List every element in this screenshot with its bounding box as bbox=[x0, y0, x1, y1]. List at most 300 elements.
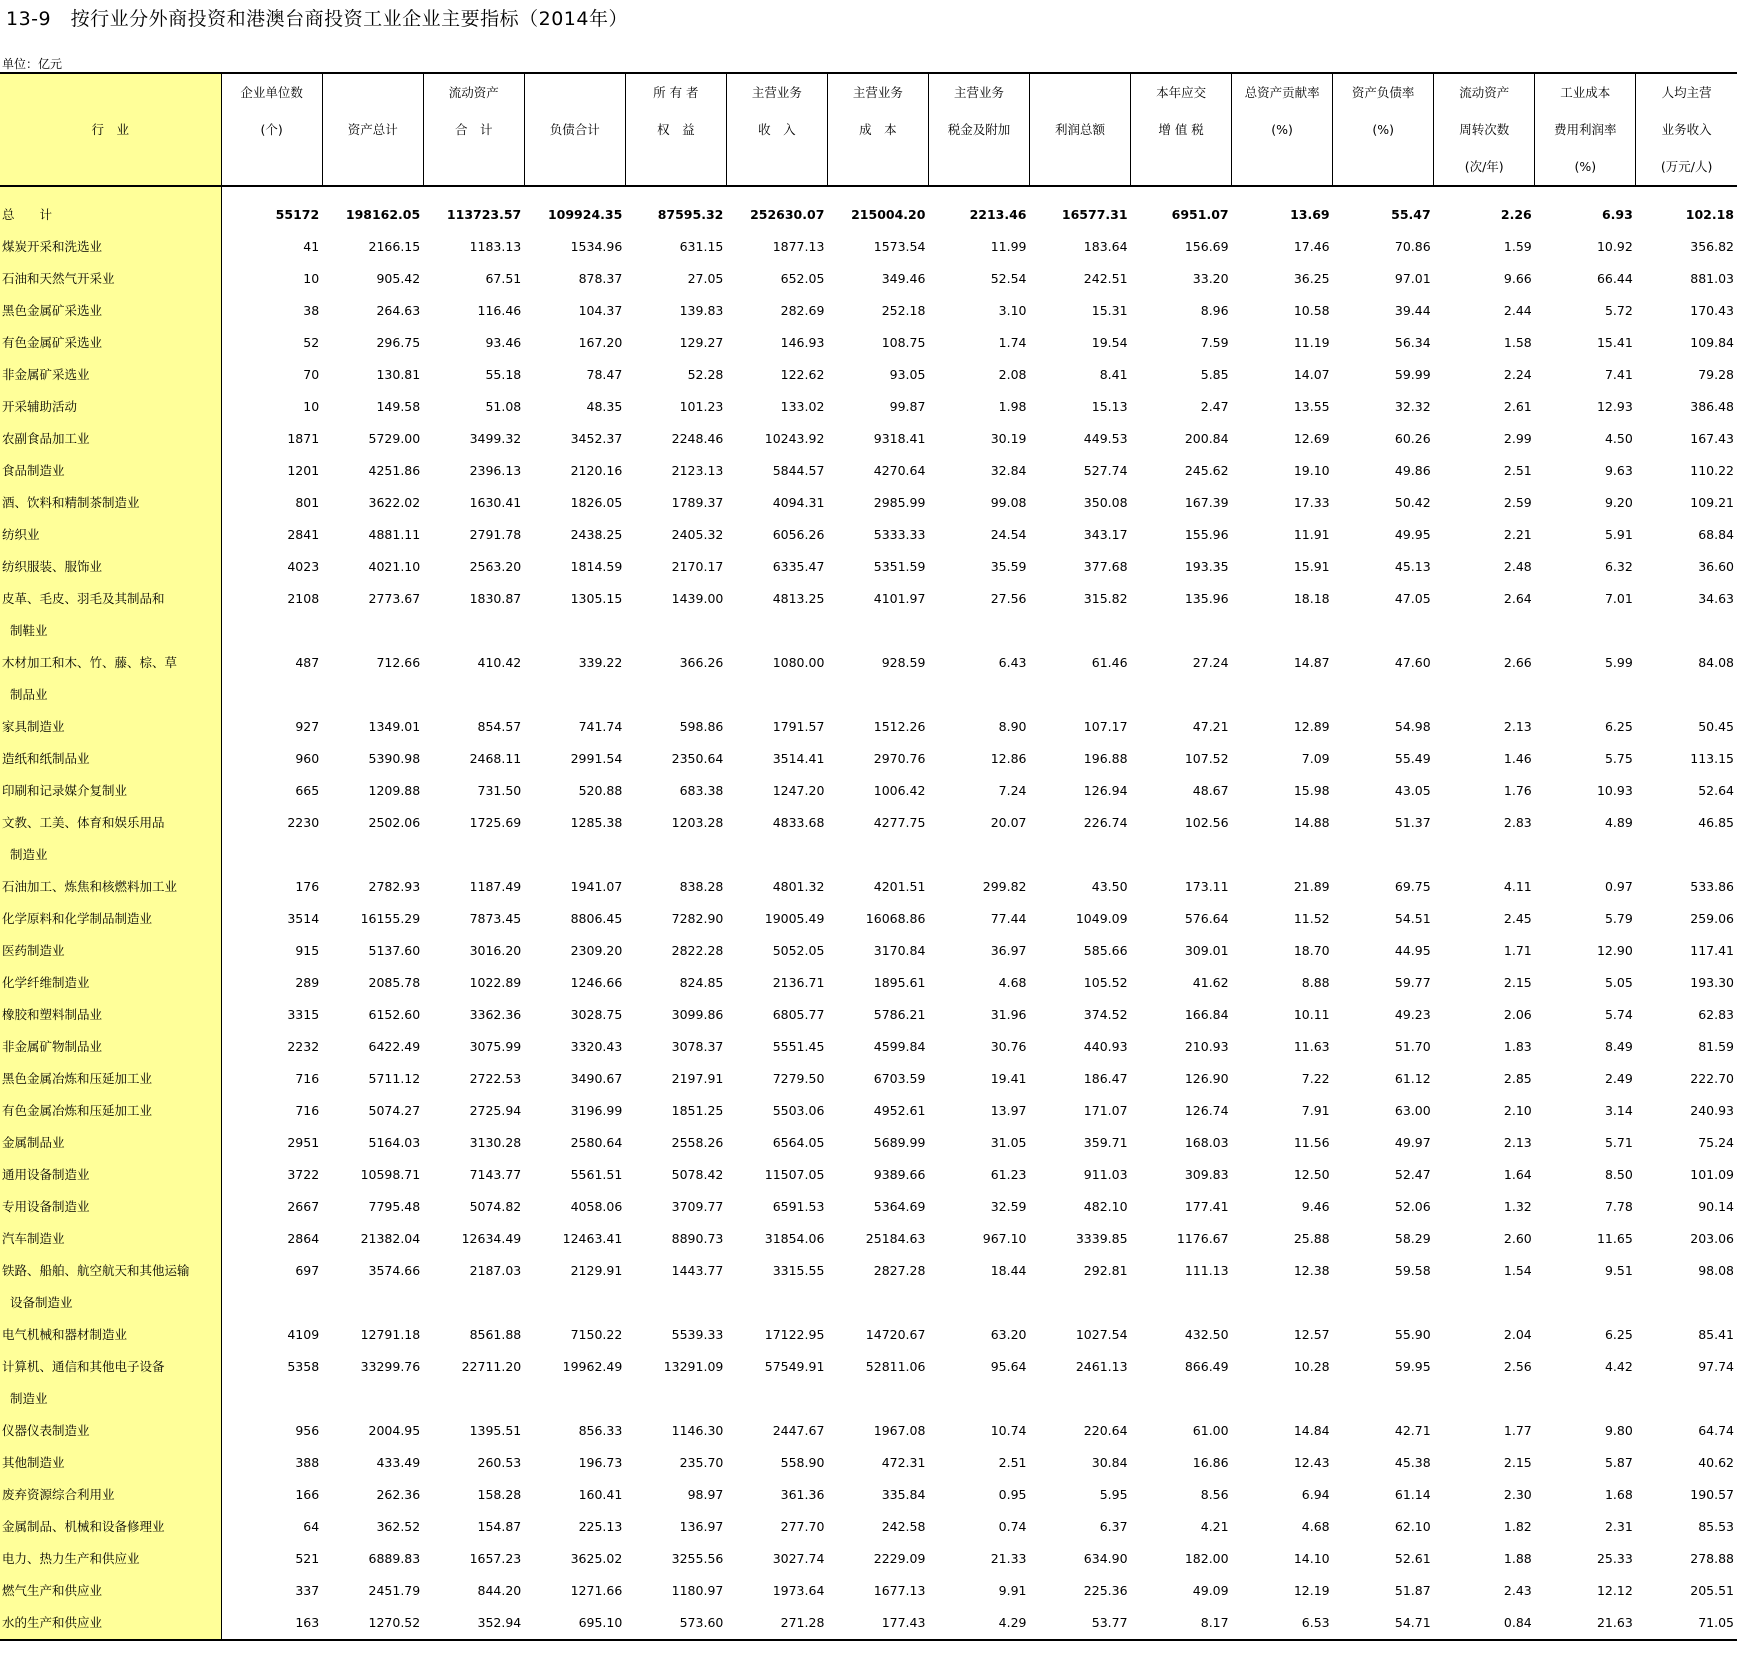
header-cell: 本年应交 bbox=[1131, 73, 1232, 111]
value-cell: 36.97 bbox=[990, 943, 1027, 958]
value-cell: 11.63 bbox=[1293, 1039, 1330, 1054]
value-cell: 264.63 bbox=[376, 303, 421, 318]
header-row bbox=[0, 148, 1737, 186]
value-cell: 634.90 bbox=[1083, 1551, 1128, 1566]
value-cell: 1791.57 bbox=[772, 719, 825, 734]
value-cell bbox=[827, 839, 928, 871]
value-cell: 5390.98 bbox=[368, 751, 421, 766]
value-cell: 51.37 bbox=[1394, 815, 1431, 830]
value-cell: 1.77 bbox=[1503, 1423, 1532, 1438]
value-cell: 50.45 bbox=[1698, 719, 1734, 734]
value-cell: 8.96 bbox=[1200, 303, 1229, 318]
value-cell: 652.05 bbox=[780, 271, 825, 286]
value-cell: 1180.97 bbox=[671, 1583, 724, 1598]
row-label: 石油加工、炼焦和核燃料加工业 bbox=[0, 871, 221, 903]
value-cell: 13.97 bbox=[990, 1103, 1027, 1118]
value-cell bbox=[827, 1287, 928, 1319]
value-cell: 2.51 bbox=[1503, 463, 1532, 478]
value-cell: 3499.32 bbox=[469, 431, 522, 446]
header-cell bbox=[1232, 148, 1333, 186]
value-cell: 0.74 bbox=[998, 1519, 1027, 1534]
value-cell: 167.39 bbox=[1184, 495, 1229, 510]
value-cell: 3196.99 bbox=[570, 1103, 623, 1118]
value-cell bbox=[827, 1383, 928, 1415]
value-cell bbox=[625, 839, 726, 871]
header-cell bbox=[726, 148, 827, 186]
value-cell: 12.43 bbox=[1293, 1455, 1330, 1470]
value-cell: 0.95 bbox=[998, 1487, 1027, 1502]
value-cell: 1146.30 bbox=[671, 1423, 724, 1438]
value-cell: 42.71 bbox=[1394, 1423, 1431, 1438]
value-cell: 186.47 bbox=[1083, 1071, 1128, 1086]
value-cell: 10 bbox=[221, 391, 322, 423]
value-cell: 2.45 bbox=[1503, 911, 1532, 926]
value-cell: 225.13 bbox=[578, 1519, 623, 1534]
value-cell: 14720.67 bbox=[865, 1327, 926, 1342]
row-label: 制鞋业 bbox=[0, 615, 221, 647]
value-cell: 31.96 bbox=[990, 1007, 1027, 1022]
value-cell: 52 bbox=[221, 327, 322, 359]
value-cell: 1941.07 bbox=[570, 879, 623, 894]
value-cell: 7.09 bbox=[1301, 751, 1330, 766]
value-cell: 5074.27 bbox=[368, 1103, 421, 1118]
value-cell bbox=[827, 615, 928, 647]
value-cell bbox=[322, 1383, 423, 1415]
row-label: 制造业 bbox=[0, 1383, 221, 1415]
value-cell: 205.51 bbox=[1690, 1583, 1734, 1598]
value-cell: 25.88 bbox=[1293, 1231, 1330, 1246]
value-cell: 7.59 bbox=[1200, 335, 1229, 350]
value-cell: 1877.13 bbox=[772, 239, 825, 254]
header-industry: 行 业 bbox=[0, 73, 221, 186]
value-cell: 6889.83 bbox=[368, 1551, 421, 1566]
value-cell: 52.47 bbox=[1394, 1167, 1431, 1182]
table-row bbox=[0, 551, 1737, 583]
value-cell: 196.73 bbox=[578, 1455, 623, 1470]
value-cell: 1439.00 bbox=[671, 591, 724, 606]
header-cell: 合 计 bbox=[423, 111, 524, 148]
value-cell: 928.59 bbox=[881, 655, 926, 670]
value-cell: 167.20 bbox=[578, 335, 623, 350]
value-cell: 15.31 bbox=[1091, 303, 1128, 318]
value-cell: 52.64 bbox=[1698, 783, 1734, 798]
value-cell bbox=[524, 1287, 625, 1319]
value-cell: 2197.91 bbox=[671, 1071, 724, 1086]
value-cell: 277.70 bbox=[780, 1519, 825, 1534]
value-cell: 2822.28 bbox=[671, 943, 724, 958]
value-cell: 4.68 bbox=[998, 975, 1027, 990]
header-cell: 税金及附加 bbox=[928, 111, 1029, 148]
value-cell: 2.49 bbox=[1604, 1071, 1633, 1086]
value-cell bbox=[221, 839, 322, 871]
table-row bbox=[0, 1607, 1737, 1640]
value-cell: 2667 bbox=[221, 1191, 322, 1223]
table-row bbox=[0, 487, 1737, 519]
value-cell: 2563.20 bbox=[469, 559, 522, 574]
value-cell: 41.62 bbox=[1192, 975, 1229, 990]
value-cell: 12.38 bbox=[1293, 1263, 1330, 1278]
value-cell: 1830.87 bbox=[469, 591, 522, 606]
value-cell: 8.56 bbox=[1200, 1487, 1229, 1502]
table-row bbox=[0, 1383, 1737, 1415]
value-cell: 3170.84 bbox=[873, 943, 926, 958]
value-cell: 1851.25 bbox=[671, 1103, 724, 1118]
value-cell: 2.13 bbox=[1503, 719, 1532, 734]
value-cell: 111.13 bbox=[1184, 1263, 1229, 1278]
value-cell: 356.82 bbox=[1690, 239, 1734, 254]
value-cell: 1.82 bbox=[1503, 1519, 1532, 1534]
value-cell: 252.18 bbox=[881, 303, 926, 318]
table-row bbox=[0, 327, 1737, 359]
value-cell: 5.95 bbox=[1099, 1487, 1128, 1502]
value-cell: 5358 bbox=[221, 1351, 322, 1383]
value-cell: 2.10 bbox=[1503, 1103, 1532, 1118]
value-cell: 558.90 bbox=[780, 1455, 825, 1470]
value-cell: 2.13 bbox=[1503, 1135, 1532, 1150]
value-cell: 339.22 bbox=[578, 655, 623, 670]
value-cell: 40.62 bbox=[1698, 1455, 1734, 1470]
value-cell: 98.97 bbox=[687, 1487, 724, 1502]
value-cell: 220.64 bbox=[1083, 1423, 1128, 1438]
value-cell: 1.71 bbox=[1503, 943, 1532, 958]
value-cell: 2502.06 bbox=[368, 815, 421, 830]
value-cell: 52.54 bbox=[990, 271, 1027, 286]
value-cell: 6.25 bbox=[1604, 719, 1633, 734]
value-cell: 1.98 bbox=[998, 399, 1027, 414]
header-cell: (个) bbox=[221, 111, 322, 148]
table-row bbox=[0, 775, 1737, 807]
value-cell: 1443.77 bbox=[671, 1263, 724, 1278]
value-cell: 4094.31 bbox=[772, 495, 825, 510]
value-cell: 1271.66 bbox=[570, 1583, 623, 1598]
table-row bbox=[0, 967, 1737, 999]
row-label: 化学原料和化学制品制造业 bbox=[0, 903, 221, 935]
value-cell: 122.62 bbox=[780, 367, 825, 382]
value-cell: 9.46 bbox=[1301, 1199, 1330, 1214]
value-cell bbox=[322, 679, 423, 711]
value-cell bbox=[221, 679, 322, 711]
value-cell: 5844.57 bbox=[772, 463, 825, 478]
value-cell: 222.70 bbox=[1690, 1071, 1734, 1086]
value-cell: 12.90 bbox=[1596, 943, 1633, 958]
value-cell bbox=[1333, 615, 1434, 647]
value-cell: 47.05 bbox=[1394, 591, 1431, 606]
value-cell: 6422.49 bbox=[368, 1039, 421, 1054]
table-row bbox=[0, 295, 1737, 327]
table-row bbox=[0, 1415, 1737, 1447]
value-cell: 215004.20 bbox=[851, 207, 926, 222]
value-cell: 36.60 bbox=[1698, 559, 1734, 574]
value-cell bbox=[625, 1287, 726, 1319]
value-cell: 10598.71 bbox=[360, 1167, 421, 1182]
value-cell: 838.28 bbox=[679, 879, 724, 894]
row-label: 印刷和记录媒介复制业 bbox=[0, 775, 221, 807]
value-cell: 2396.13 bbox=[469, 463, 522, 478]
header-cell: 流动资产 bbox=[1434, 73, 1535, 111]
value-cell: 1049.09 bbox=[1075, 911, 1128, 926]
value-cell: 5074.82 bbox=[469, 1199, 522, 1214]
header-cell: 周转次数 bbox=[1434, 111, 1535, 148]
value-cell: 12.93 bbox=[1596, 399, 1633, 414]
value-cell bbox=[423, 1383, 524, 1415]
value-cell: 260.53 bbox=[477, 1455, 522, 1470]
page-title: 13-9 按行业分外商投资和港澳台商投资工业企业主要指标（2014年） bbox=[6, 8, 628, 30]
value-cell: 14.84 bbox=[1293, 1423, 1330, 1438]
value-cell: 117.41 bbox=[1690, 943, 1734, 958]
table-body bbox=[0, 186, 1737, 1640]
value-cell: 881.03 bbox=[1690, 271, 1734, 286]
value-cell: 226.74 bbox=[1083, 815, 1128, 830]
value-cell: 12463.41 bbox=[562, 1231, 623, 1246]
value-cell: 8.49 bbox=[1604, 1039, 1633, 1054]
value-cell: 10 bbox=[221, 263, 322, 295]
value-cell: 14.07 bbox=[1293, 367, 1330, 382]
value-cell: 46.85 bbox=[1698, 815, 1734, 830]
value-cell: 21.33 bbox=[990, 1551, 1027, 1566]
value-cell: 2468.11 bbox=[469, 751, 522, 766]
value-cell: 1247.20 bbox=[772, 783, 825, 798]
value-cell: 2.66 bbox=[1503, 655, 1532, 670]
header-cell: 成 本 bbox=[827, 111, 928, 148]
table-row bbox=[0, 615, 1737, 647]
row-label: 食品制造业 bbox=[0, 455, 221, 487]
value-cell: 13.69 bbox=[1290, 207, 1330, 222]
value-cell: 2230 bbox=[221, 807, 322, 839]
value-cell: 51.70 bbox=[1394, 1039, 1431, 1054]
header-cell: 业务收入 bbox=[1636, 111, 1737, 148]
value-cell: 296.75 bbox=[376, 335, 421, 350]
row-label: 金属制品业 bbox=[0, 1127, 221, 1159]
value-cell: 129.27 bbox=[679, 335, 724, 350]
value-cell: 6.94 bbox=[1301, 1487, 1330, 1502]
value-cell: 4.89 bbox=[1604, 815, 1633, 830]
value-cell: 12.57 bbox=[1293, 1327, 1330, 1342]
value-cell: 4801.32 bbox=[772, 879, 825, 894]
header-cell bbox=[1030, 148, 1131, 186]
table-row bbox=[0, 1127, 1737, 1159]
table-row bbox=[0, 1255, 1737, 1287]
value-cell: 85.41 bbox=[1698, 1327, 1734, 1342]
table-row bbox=[0, 1479, 1737, 1511]
value-cell: 61.46 bbox=[1091, 655, 1128, 670]
value-cell: 8806.45 bbox=[570, 911, 623, 926]
value-cell: 5078.42 bbox=[671, 1167, 724, 1182]
value-cell: 716 bbox=[221, 1095, 322, 1127]
value-cell: 878.37 bbox=[578, 271, 623, 286]
value-cell: 801 bbox=[221, 487, 322, 519]
value-cell: 101.23 bbox=[679, 399, 724, 414]
value-cell: 1201 bbox=[221, 455, 322, 487]
value-cell: 2438.25 bbox=[570, 527, 623, 542]
value-cell: 30.84 bbox=[1091, 1455, 1128, 1470]
table-row bbox=[0, 1575, 1737, 1607]
value-cell: 32.59 bbox=[990, 1199, 1027, 1214]
value-cell: 30.19 bbox=[990, 431, 1027, 446]
header-cell: 收 入 bbox=[726, 111, 827, 148]
value-cell: 856.33 bbox=[578, 1423, 623, 1438]
value-cell: 1512.26 bbox=[873, 719, 926, 734]
value-cell: 183.64 bbox=[1083, 239, 1128, 254]
value-cell: 35.59 bbox=[990, 559, 1027, 574]
value-cell: 631.15 bbox=[679, 239, 724, 254]
value-cell: 3315.55 bbox=[772, 1263, 825, 1278]
value-cell: 3574.66 bbox=[368, 1263, 421, 1278]
value-cell: 956 bbox=[221, 1415, 322, 1447]
table-row bbox=[0, 1511, 1737, 1543]
value-cell: 349.46 bbox=[881, 271, 926, 286]
value-cell: 2232 bbox=[221, 1031, 322, 1063]
value-cell: 49.86 bbox=[1394, 463, 1431, 478]
table-row bbox=[0, 999, 1737, 1031]
value-cell: 6951.07 bbox=[1171, 207, 1229, 222]
header-cell: 资产总计 bbox=[322, 111, 423, 148]
value-cell bbox=[1333, 1287, 1434, 1319]
value-cell: 54.98 bbox=[1394, 719, 1431, 734]
header-cell: 主营业务 bbox=[827, 73, 928, 111]
value-cell: 905.42 bbox=[376, 271, 421, 286]
value-cell: 14.88 bbox=[1293, 815, 1330, 830]
value-cell: 362.52 bbox=[376, 1519, 421, 1534]
value-cell: 52.61 bbox=[1394, 1551, 1431, 1566]
value-cell: 2991.54 bbox=[570, 751, 623, 766]
table-row bbox=[0, 1543, 1737, 1575]
value-cell: 2725.94 bbox=[469, 1103, 522, 1118]
value-cell: 13291.09 bbox=[663, 1359, 724, 1374]
value-cell: 352.94 bbox=[423, 1607, 524, 1640]
value-cell: 105.52 bbox=[1083, 975, 1128, 990]
value-cell: 168.03 bbox=[1184, 1135, 1229, 1150]
value-cell: 350.08 bbox=[1083, 495, 1128, 510]
value-cell: 1246.66 bbox=[570, 975, 623, 990]
value-cell: 93.46 bbox=[485, 335, 522, 350]
value-cell: 8.88 bbox=[1301, 975, 1330, 990]
value-cell: 4.42 bbox=[1604, 1359, 1633, 1374]
table-row bbox=[0, 711, 1737, 743]
value-cell: 47.21 bbox=[1192, 719, 1229, 734]
value-cell bbox=[1232, 1383, 1333, 1415]
value-cell bbox=[524, 679, 625, 711]
value-cell: 824.85 bbox=[679, 975, 724, 990]
value-cell bbox=[1636, 615, 1737, 647]
value-cell: 98.08 bbox=[1698, 1263, 1734, 1278]
value-cell: 1.32 bbox=[1503, 1199, 1532, 1214]
value-cell: 31854.06 bbox=[764, 1231, 825, 1246]
value-cell: 1006.42 bbox=[873, 783, 926, 798]
value-cell: 33.20 bbox=[1192, 271, 1229, 286]
value-cell: 62.83 bbox=[1698, 1007, 1734, 1022]
value-cell: 712.66 bbox=[376, 655, 421, 670]
value-cell: 95.64 bbox=[990, 1359, 1027, 1374]
table-row bbox=[0, 1319, 1737, 1351]
value-cell: 11.19 bbox=[1293, 335, 1330, 350]
value-cell: 585.66 bbox=[1083, 943, 1128, 958]
value-cell bbox=[1434, 839, 1535, 871]
value-cell bbox=[524, 615, 625, 647]
row-label: 造纸和纸制品业 bbox=[0, 743, 221, 775]
value-cell: 45.38 bbox=[1394, 1455, 1431, 1470]
value-cell: 54.51 bbox=[1394, 911, 1431, 926]
value-cell bbox=[322, 839, 423, 871]
value-cell: 844.20 bbox=[477, 1583, 522, 1598]
value-cell: 2085.78 bbox=[368, 975, 421, 990]
value-cell bbox=[1434, 615, 1535, 647]
value-cell: 154.87 bbox=[477, 1519, 522, 1534]
value-cell: 1305.15 bbox=[570, 591, 623, 606]
value-cell: 1080.00 bbox=[772, 655, 825, 670]
value-cell: 2309.20 bbox=[570, 943, 623, 958]
header-cell: (次/年) bbox=[1434, 148, 1535, 186]
value-cell bbox=[1131, 839, 1232, 871]
value-cell: 2.04 bbox=[1503, 1327, 1532, 1342]
row-label: 黑色金属矿采选业 bbox=[0, 295, 221, 327]
value-cell: 1183.13 bbox=[469, 239, 522, 254]
value-cell: 62.10 bbox=[1394, 1519, 1431, 1534]
value-cell: 2791.78 bbox=[469, 527, 522, 542]
row-label: 总 计 bbox=[0, 186, 221, 231]
value-cell: 10.58 bbox=[1293, 303, 1330, 318]
value-cell: 33299.76 bbox=[360, 1359, 421, 1374]
value-cell: 366.26 bbox=[679, 655, 724, 670]
value-cell: 2722.53 bbox=[469, 1071, 522, 1086]
value-cell: 2.08 bbox=[998, 367, 1027, 382]
value-cell: 78.47 bbox=[586, 367, 623, 382]
value-cell: 155.96 bbox=[1184, 527, 1229, 542]
value-cell: 1814.59 bbox=[570, 559, 623, 574]
value-cell: 27.24 bbox=[1192, 655, 1229, 670]
value-cell: 1657.23 bbox=[469, 1551, 522, 1566]
value-cell: 1.58 bbox=[1503, 335, 1532, 350]
header-cell: 流动资产 bbox=[423, 73, 524, 111]
value-cell: 43.05 bbox=[1394, 783, 1431, 798]
header-cell: 工业成本 bbox=[1535, 73, 1636, 111]
value-cell: 4833.68 bbox=[772, 815, 825, 830]
value-cell: 377.68 bbox=[1083, 559, 1128, 574]
value-cell bbox=[726, 615, 827, 647]
value-cell: 3625.02 bbox=[570, 1551, 623, 1566]
value-cell: 70 bbox=[221, 359, 322, 391]
value-cell: 1.88 bbox=[1503, 1551, 1532, 1566]
header-cell bbox=[221, 148, 322, 186]
header-cell: 人均主营 bbox=[1636, 73, 1737, 111]
value-cell bbox=[1131, 679, 1232, 711]
value-cell: 315.82 bbox=[1083, 591, 1128, 606]
table-row bbox=[0, 743, 1737, 775]
value-cell: 3130.28 bbox=[469, 1135, 522, 1150]
value-cell bbox=[423, 839, 524, 871]
row-label: 有色金属矿采选业 bbox=[0, 327, 221, 359]
value-cell: 1285.38 bbox=[570, 815, 623, 830]
value-cell: 2.26 bbox=[1500, 207, 1532, 222]
row-label: 电气机械和器材制造业 bbox=[0, 1319, 221, 1351]
value-cell bbox=[1434, 1287, 1535, 1319]
value-cell: 2136.71 bbox=[772, 975, 825, 990]
value-cell: 31.05 bbox=[990, 1135, 1027, 1150]
value-cell: 576.64 bbox=[1184, 911, 1229, 926]
value-cell bbox=[625, 615, 726, 647]
value-cell: 107.17 bbox=[1083, 719, 1128, 734]
value-cell: 45.13 bbox=[1394, 559, 1431, 574]
value-cell: 440.93 bbox=[1083, 1039, 1128, 1054]
value-cell: 9389.66 bbox=[873, 1167, 926, 1182]
value-cell: 49.95 bbox=[1394, 527, 1431, 542]
value-cell bbox=[928, 1287, 1029, 1319]
value-cell bbox=[726, 679, 827, 711]
value-cell: 171.07 bbox=[1083, 1103, 1128, 1118]
value-cell: 2.99 bbox=[1503, 431, 1532, 446]
value-cell: 527.74 bbox=[1083, 463, 1128, 478]
row-label: 设备制造业 bbox=[0, 1287, 221, 1319]
value-cell: 55.49 bbox=[1394, 751, 1431, 766]
